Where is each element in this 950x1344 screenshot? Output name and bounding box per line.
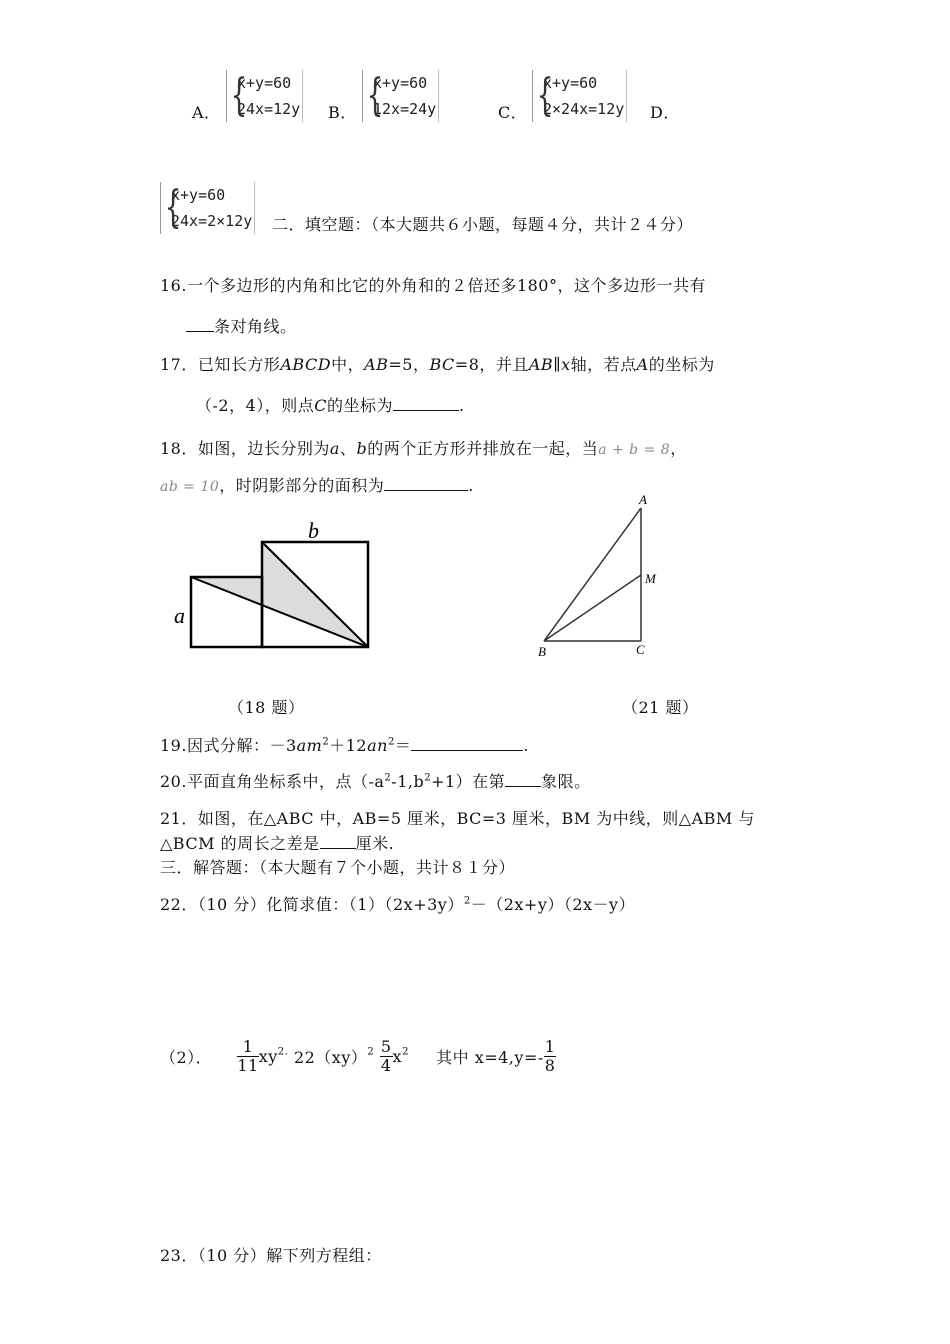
q18-line1 — [160, 436, 687, 459]
var: ABCD — [280, 355, 332, 374]
label-b: b — [308, 518, 319, 543]
exponent: 2. — [277, 1046, 289, 1058]
text: 象限。 — [541, 772, 591, 791]
equation: { x+y=60 — [543, 74, 598, 92]
text: 轴，若点 — [570, 355, 637, 374]
q21-line1: 21．如图，在△ABC 中，AB=5 厘米，BC=3 厘米，BM 为中线，则△ABM 与 — [160, 809, 755, 828]
text: （-2，4），则点 — [196, 396, 315, 415]
denominator: 4 — [380, 1056, 392, 1075]
fraction — [380, 1038, 393, 1075]
option-c-system — [532, 70, 627, 122]
denominator: 11 — [237, 1056, 259, 1075]
text: 22（xy） — [293, 1048, 368, 1067]
text: . — [468, 476, 474, 495]
equation: 12x=24y — [373, 100, 437, 118]
q23: 23．（10 分）解下列方程组： — [160, 1246, 382, 1265]
text: -1,b — [391, 772, 425, 791]
numerator: 5 — [380, 1037, 392, 1056]
text: 其中 x=4,y=- — [436, 1048, 544, 1067]
exponent: 2 — [424, 772, 432, 784]
answer-blank[interactable] — [393, 396, 459, 411]
option-c-label: C． — [498, 103, 528, 122]
equation: { x+y=60 — [237, 74, 292, 92]
vertex-c: C — [636, 642, 645, 657]
text: 中， — [331, 355, 365, 374]
text: =8，并且 — [454, 355, 529, 374]
q19 — [160, 733, 529, 756]
option-d-system — [160, 182, 255, 234]
answer-blank[interactable] — [384, 476, 468, 491]
text: +1）在第 — [431, 772, 506, 791]
exponent: 2 — [402, 1046, 409, 1058]
condition: a + b = 8 — [598, 442, 671, 458]
text: xy — [258, 1047, 278, 1066]
fraction — [544, 1038, 557, 1075]
text: 厘米. — [355, 834, 395, 853]
q22-part1 — [160, 892, 635, 915]
text: 的两个正方形并排放在一起，当 — [367, 439, 599, 458]
point-m: M — [645, 571, 656, 586]
vertex-b: B — [538, 644, 546, 659]
figure-21 — [530, 488, 670, 663]
answer-blank[interactable] — [186, 317, 214, 332]
section3-heading: 三．解答题：（本大题有７个小题，共计８１分） — [160, 858, 516, 877]
text: ＝ — [394, 736, 412, 755]
condition: ab = 10 — [160, 479, 220, 495]
denominator: 8 — [544, 1056, 556, 1075]
text: 的坐标为 — [648, 355, 715, 374]
exponent: 2 — [384, 772, 392, 784]
equation: { x+y=60 — [373, 74, 428, 92]
text: △BCM 的周长之差是 — [160, 834, 320, 853]
text: ＋12 — [329, 736, 368, 755]
text: 22．（10 分）化简求值：（1）（2x+3y） — [160, 895, 464, 914]
q22-part2 — [160, 1038, 556, 1075]
text: x — [392, 1047, 403, 1066]
var: b — [356, 439, 368, 458]
text: =5， — [388, 355, 430, 374]
text: 17．已知长方形 — [160, 355, 281, 374]
var: an — [367, 736, 388, 755]
shaded-region — [191, 542, 368, 647]
text: －（2x+y）（2x－y） — [470, 895, 636, 914]
answer-blank[interactable] — [505, 772, 541, 787]
text: 19.因式分解：－3 — [160, 736, 297, 755]
text: 18．如图，边长分别为 — [160, 439, 330, 458]
text: ， — [670, 439, 687, 458]
fraction — [237, 1038, 258, 1075]
option-a-label: A． — [192, 103, 221, 122]
q20 — [160, 769, 591, 792]
equation: 24x=2×12y — [171, 212, 253, 230]
exponent: 2 — [367, 1046, 375, 1058]
text: 20.平面直角坐标系中，点（-a — [160, 772, 385, 791]
answer-blank[interactable] — [411, 736, 523, 751]
fig21-caption: （21 题） — [622, 698, 699, 717]
numerator: 1 — [237, 1038, 258, 1057]
text: . — [459, 396, 465, 415]
q21-line2 — [160, 831, 394, 854]
vertex-a: A — [639, 492, 647, 507]
var: AB — [528, 355, 554, 374]
option-b-label: B． — [328, 103, 357, 122]
side-ab — [544, 508, 641, 641]
fig18-caption: （18 题） — [228, 698, 305, 717]
option-d-label: D． — [650, 103, 680, 122]
median-bm — [544, 575, 641, 641]
q17-line2 — [196, 393, 465, 416]
text: . — [523, 736, 529, 755]
equation: { x+y=60 — [171, 186, 226, 204]
text: ∥ — [553, 355, 562, 374]
var: x — [561, 355, 571, 374]
section2-heading: 二．填空题：（本大题共６小题，每题４分，共计２４分） — [272, 215, 694, 234]
equation: 24x=12y — [237, 100, 301, 118]
var: BC — [429, 355, 455, 374]
var: a — [329, 439, 340, 458]
var: am — [296, 736, 323, 755]
text: 、 — [339, 439, 357, 458]
var: C — [314, 396, 328, 415]
q16-line2 — [186, 314, 297, 337]
text: 条对角线。 — [214, 317, 297, 336]
text: （2）． — [160, 1048, 213, 1067]
q16-line1: 16.一个多边形的内角和比它的外角和的２倍还多180°，这个多边形一共有 — [160, 276, 706, 295]
exponent: 2 — [463, 895, 471, 907]
var: AB — [364, 355, 389, 374]
option-b-system — [362, 70, 439, 122]
q17-line1 — [160, 352, 715, 375]
option-a-system — [226, 70, 303, 122]
text: 的坐标为 — [327, 396, 394, 415]
exponent: 2 — [387, 736, 395, 748]
var: A — [636, 355, 649, 374]
answer-blank[interactable] — [320, 834, 356, 849]
figure-18 — [160, 510, 390, 660]
exponent: 2 — [322, 736, 330, 748]
equation: 2×24x=12y — [543, 100, 625, 118]
text: ，时阴影部分的面积为 — [219, 476, 385, 495]
label-a: a — [174, 603, 185, 628]
q18-line2 — [160, 473, 474, 496]
numerator: 1 — [544, 1037, 556, 1056]
